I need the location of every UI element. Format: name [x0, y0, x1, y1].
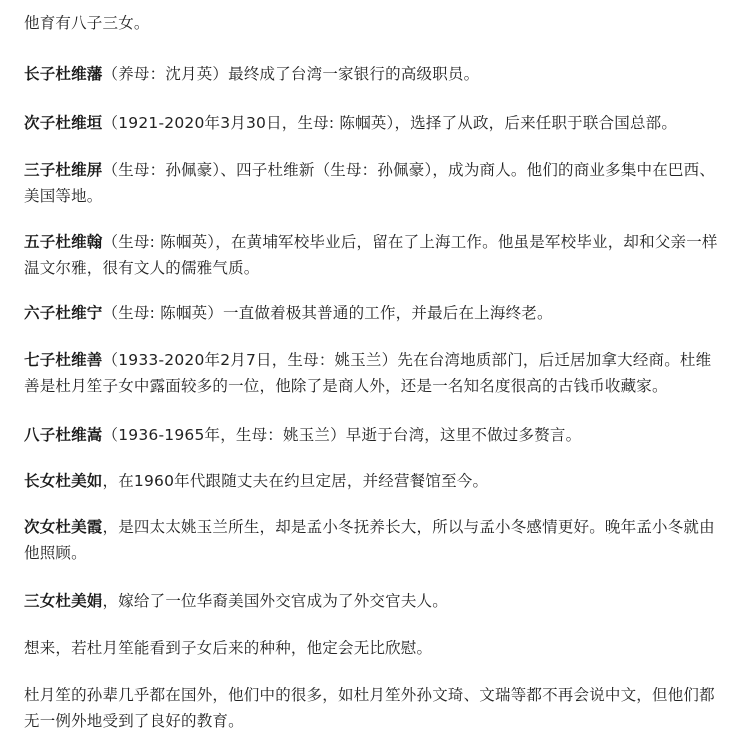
grandchildren-paragraph — [24, 682, 726, 734]
paragraph-text: ，嫁给了一位华裔美国外交官成为了外交官夫人。 — [102, 592, 448, 610]
reflection-paragraph — [24, 635, 726, 661]
paragraph-text: ，在1960年代跟随丈夫在约旦定居，并经营餐馆至今。 — [102, 472, 489, 490]
paragraph-text: （1933-2020年2月7日，生母：姚玉兰）先在台湾地质部门，后迁居加拿大经商。杜维善是杜月笙子女中露面较多的一位，他除了是商人外，还是一名知名度很高的古钱币收藏家。 — [24, 351, 712, 395]
paragraph-text: 杜月笙的孙辈几乎都在国外，他们中的很多，如杜月笙外孙文琦、文瑞等都不再会说中文，但他们都无一例外地受到了良好的教育。 — [24, 686, 715, 730]
eldest-son-paragraph — [24, 61, 726, 87]
second-son-paragraph — [24, 110, 726, 136]
paragraph-lead: 八子杜维嵩 — [24, 426, 103, 444]
eighth-son-paragraph — [24, 422, 726, 448]
paragraph-text: （1936-1965年，生母：姚玉兰）早逝于台湾，这里不做过多赘言。 — [102, 426, 582, 444]
fifth-son-paragraph — [24, 229, 726, 281]
seventh-son-paragraph — [24, 347, 726, 399]
third-daughter-paragraph — [24, 588, 726, 614]
paragraph-text: （生母: 陈帼英）一直做着极其普通的工作，并最后在上海终老。 — [102, 304, 553, 322]
second-daughter-paragraph — [24, 514, 726, 566]
eldest-daughter-paragraph — [24, 468, 726, 494]
paragraph-text: （生母：孙佩豪）、四子杜维新（生母：孙佩豪），成为商人。他们的商业多集中在巴西、美国等地。 — [24, 161, 716, 205]
paragraph-lead: 三女杜美娟 — [24, 592, 103, 610]
sixth-son-paragraph — [24, 300, 726, 326]
paragraph-lead: 次子杜维垣 — [24, 114, 103, 132]
paragraph-text: 他育有八子三女。 — [24, 14, 150, 32]
paragraph-lead: 三子杜维屏 — [24, 161, 103, 179]
paragraph-text: （生母: 陈帼英），在黄埔军校毕业后，留在了上海工作。他虽是军校毕业，却和父亲一样温文尔雅，很有文人的儒雅气质。 — [24, 233, 718, 277]
intro-paragraph — [24, 10, 726, 36]
paragraph-lead: 长女杜美如 — [24, 472, 103, 490]
paragraph-text: （1921-2020年3月30日，生母: 陈帼英），选择了从政，后来任职于联合国总部。 — [102, 114, 678, 132]
paragraph-lead: 次女杜美霞 — [24, 518, 103, 536]
paragraph-text: （养母：沈月英）最终成了台湾一家银行的高级职员。 — [102, 65, 480, 83]
paragraph-lead: 六子杜维宁 — [24, 304, 103, 322]
paragraph-lead: 五子杜维翰 — [24, 233, 103, 251]
paragraph-lead: 七子杜维善 — [24, 351, 103, 369]
paragraph-lead: 长子杜维藩 — [24, 65, 103, 83]
paragraph-text: 想来，若杜月笙能看到子女后来的种种，他定会无比欣慰。 — [24, 639, 433, 657]
third-fourth-son-paragraph — [24, 157, 726, 209]
paragraph-text: ，是四太太姚玉兰所生，却是孟小冬抚养长大，所以与孟小冬感情更好。晚年孟小冬就由他照顾。 — [24, 518, 715, 562]
